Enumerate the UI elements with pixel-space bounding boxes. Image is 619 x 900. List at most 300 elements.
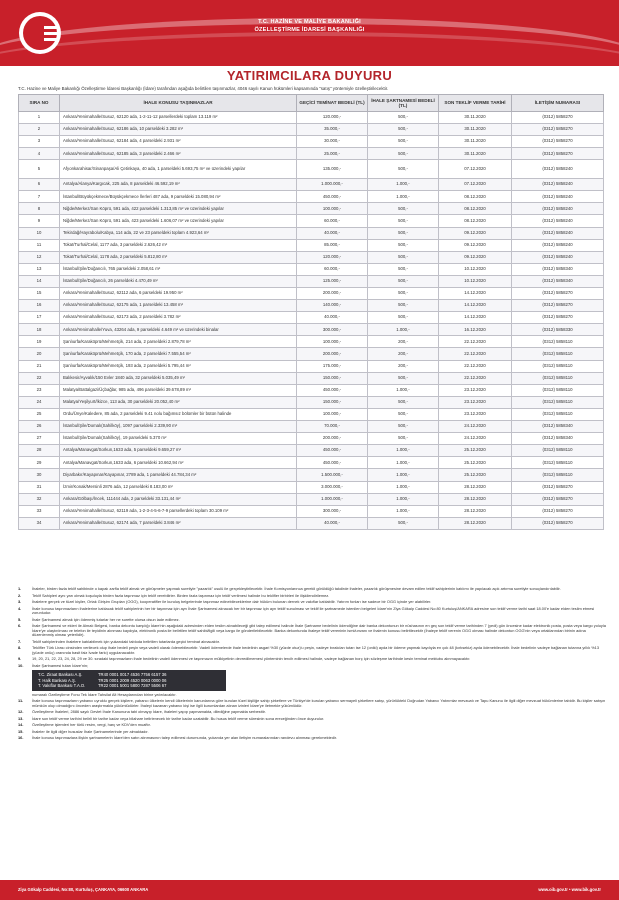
cell-deadline: 24.12.2020 bbox=[439, 421, 512, 433]
note-text: İhale Şartnamesi ve ekleri ile Almalı Belgesi, banka dekontu karşılığı İdare'nin aşağıdaki adresinden elden teslim alınabileceği gibi talep edilmesi halinde İhale Şartname bedelinin ödendiğine dair banka dekontunun bir nüshasının en geç son teklif verme tarihinden 7 (yedi) gün öncesine kadar elektronik posta, posta veya kargo yoluyla İdare'ye ulaştırılması ve telefon ile teyidinin alınması kaydıyla, elektronik posta ile belirtilen teklif sahibi/ilgili veya kargo ile gönderilebilecektir. Banka dekontunda ihaleye teklif vereninin ismi/unvanı ve ihalenin konusu belirtilecektir (İhaleye teklif verenin OGG olması halinde dekontun OGG'nin veya ortaklarından birinin adına düzenlenmiş olması yeterlidir). bbox=[32, 623, 606, 637]
note-item bbox=[18, 664, 606, 669]
bank-iban: TR22 0001 5001 5800 7287 5506 67 bbox=[98, 683, 167, 689]
table-row bbox=[19, 324, 604, 336]
cell-deadline: 28.12.2020 bbox=[439, 481, 512, 493]
cell-sira-no: 25 bbox=[19, 408, 60, 420]
cell-spec-fee: 500,- bbox=[368, 124, 439, 136]
cell-phone: (0312) 5858270 bbox=[512, 148, 604, 160]
cell-spec-fee: 1.000,- bbox=[368, 384, 439, 396]
cell-deadline: 22.12.2020 bbox=[439, 336, 512, 348]
cell-subject: Ankara/Yenimahalle/Susuz, 62185 ada, 3 parseldeki 2.466 m² bbox=[60, 148, 297, 160]
table-row bbox=[19, 396, 604, 408]
cell-spec-fee: 500,- bbox=[368, 421, 439, 433]
cell-phone: (0312) 5858240 bbox=[512, 215, 604, 227]
cell-deadline: 09.12.2020 bbox=[439, 251, 512, 263]
cell-phone: (0312) 5858330 bbox=[512, 324, 604, 336]
cell-deadline: 23.12.2020 bbox=[439, 384, 512, 396]
cell-spec-fee: 500,- bbox=[368, 288, 439, 300]
note-item bbox=[18, 600, 606, 605]
cell-spec-fee: 200,- bbox=[368, 360, 439, 372]
cell-spec-fee: 1.000,- bbox=[368, 445, 439, 457]
cell-sira-no: 10 bbox=[19, 227, 60, 239]
cell-spec-fee: 1.000,- bbox=[368, 457, 439, 469]
cell-subject: Tekirdağ/Hayrabolu/Kabya, 114 ada, 22 ve 23 parseldeki toplam 4.923,64 m² bbox=[60, 227, 297, 239]
cell-sira-no: 19 bbox=[19, 336, 60, 348]
cell-sira-no: 28 bbox=[19, 445, 60, 457]
cell-deadline: 30.11.2020 bbox=[439, 124, 512, 136]
cell-deposit: 3.000.000,- bbox=[297, 481, 368, 493]
note-text: 19, 20, 21, 22, 23, 24, 28, 29 ve 30. sıradaki taşınmazların ihale bedelinin vadeli ödenmesi ve taşınmazın mülkiyetinin devredilmemesi yönteminin tercih edilmesi halinde, vadeye bağlanan borç için sözleşme tarihinde kesin teminat mektubu alınmayacaktır. bbox=[32, 656, 471, 661]
cell-subject: Tokat/Turhal/Celal, 1178 ada, 2 parseldeki 5.812,80 m² bbox=[60, 251, 297, 263]
note-text: Özelleştirme işlemleri her türlü resim, vergi, harç ve KDV'den muaftır. bbox=[32, 722, 151, 728]
note-item bbox=[18, 640, 606, 645]
cell-spec-fee: 500,- bbox=[368, 239, 439, 251]
cell-deadline: 24.12.2020 bbox=[439, 433, 512, 445]
intro-text: T.C. Hazine ve Maliye Bakanlığı Özelleştirme İdaresi Başkanlığı (İdare) tarafından aşağıda belirtilen taşınmazlar, 4046 sayılı Kanun hükümleri kapsamında "satış" yöntemiyle özelleştirilecektir. bbox=[18, 86, 389, 91]
table-row bbox=[19, 136, 604, 148]
org-name-line2: ÖZELLEŞTİRME İDARESİ BAŞKANLIĞI bbox=[254, 27, 365, 33]
footer-address: Ziya Gökalp Caddesi, No:80, Kurtuluş, ÇANKAYA, 06600 ANKARA bbox=[18, 887, 149, 892]
cell-deadline: 10.12.2020 bbox=[439, 275, 512, 287]
cell-phone: (0312) 5858110 bbox=[512, 336, 604, 348]
cell-subject: Ankara/Gölbaşı/İncek, 111444 ada, 2 parseldeki 33.131,44 m² bbox=[60, 493, 297, 505]
cell-subject: İstanbul/Şile/Doğancılı, 26 parseldeki 4.470,49 m² bbox=[60, 275, 297, 287]
note-text: İhale Şartnamesi almak için ödenmiş tutarlar her ne surette olursa olsun iade edilmez. bbox=[32, 616, 180, 622]
table-row bbox=[19, 348, 604, 360]
note-number: 12. bbox=[18, 709, 24, 715]
cell-phone: (0312) 5858270 bbox=[512, 300, 604, 312]
cell-deadline: 08.12.2020 bbox=[439, 215, 512, 227]
table-row bbox=[19, 433, 604, 445]
cell-deposit: 450.000,- bbox=[297, 457, 368, 469]
bank-accounts-box bbox=[32, 670, 226, 691]
table-row bbox=[19, 160, 604, 179]
table-row bbox=[19, 360, 604, 372]
notes-section bbox=[18, 587, 606, 743]
cell-spec-fee: 500,- bbox=[368, 136, 439, 148]
cell-phone: (0312) 5858110 bbox=[512, 372, 604, 384]
table-row bbox=[19, 517, 604, 529]
cell-deadline: 30.11.2020 bbox=[439, 148, 512, 160]
table-row bbox=[19, 445, 604, 457]
note-number: 11. bbox=[18, 698, 24, 704]
note-text: İhalelere gerçek ve tüzel kişiler, Ortak Girişim Grupları (OGG), kooperatifler ile kuruluş belgelerinde taşınmaz edinebileceklerine dair hüküm bulunan dernek ve vakıflar katılabilir. Yatırım fonları ise sadece bir OGG içinde yer alabilirler. bbox=[32, 599, 432, 604]
note-item bbox=[18, 607, 606, 616]
cell-deadline: 28.12.2020 bbox=[439, 493, 512, 505]
cell-subject: Şanlıurfa/Karaköprü/Mehmetçik, 170 ada, 2 parseldeki 7.555,54 m² bbox=[60, 348, 297, 360]
table-row bbox=[19, 227, 604, 239]
cell-deposit: 450.000,- bbox=[297, 384, 368, 396]
cell-deadline: 30.11.2020 bbox=[439, 112, 512, 124]
table-row bbox=[19, 148, 604, 160]
cell-sira-no: 11 bbox=[19, 239, 60, 251]
cell-phone: (0312) 5858270 bbox=[512, 288, 604, 300]
cell-deposit: 300.000,- bbox=[297, 505, 368, 517]
cell-subject: İstanbul/Şile/Domalı(Sahilköy), 1097 parseldeki 2.339,90 m² bbox=[60, 421, 297, 433]
table-row bbox=[19, 263, 604, 275]
note-number: 8. bbox=[18, 645, 22, 650]
cell-phone: (0312) 5858110 bbox=[512, 469, 604, 481]
cell-deposit: 100.000,- bbox=[297, 336, 368, 348]
cell-deadline: 23.12.2020 bbox=[439, 396, 512, 408]
cell-sira-no: 6 bbox=[19, 179, 60, 191]
cell-subject: Ankara/Yenimahalle/Susuz, 62119 ada, 1-2-3-4-5-6-7-9 parsellerdeki toplam 30.109 m² bbox=[60, 505, 297, 517]
note-item bbox=[18, 646, 606, 655]
cell-sira-no: 29 bbox=[19, 457, 60, 469]
bank-name: T. Vakıflar Bankası T.A.O. bbox=[38, 683, 86, 689]
cell-deposit: 150.000,- bbox=[297, 372, 368, 384]
note-item bbox=[18, 693, 606, 698]
cell-deposit: 85.000,- bbox=[297, 239, 368, 251]
table-row bbox=[19, 372, 604, 384]
table-row bbox=[19, 481, 604, 493]
footer-websites[interactable]: www.oib.gov.tr • www.bik.gov.tr bbox=[538, 887, 601, 892]
cell-subject: Ankara/Yenimahalle/Susuz, 62184 ada, 4 parseldeki 2.931 m² bbox=[60, 136, 297, 148]
cell-spec-fee: 500,- bbox=[368, 112, 439, 124]
note-text: numaralı Özelleştirme Fonu Tek İdare Tahsilat Alt Hesaplarından birine yatırılacaktır. bbox=[32, 691, 177, 697]
cell-subject: Antalya/Manavgat/Sorkun,1633 ada, 5 parseldeki 9.659,27 m² bbox=[60, 445, 297, 457]
cell-spec-fee: 500,- bbox=[368, 160, 439, 179]
cell-phone: (0312) 5858110 bbox=[512, 445, 604, 457]
cell-deadline: 07.12.2020 bbox=[439, 179, 512, 191]
cell-phone: (0312) 5858340 bbox=[512, 263, 604, 275]
cell-deadline: 25.12.2020 bbox=[439, 457, 512, 469]
cell-subject: Balıkesir/Ayvalık/150 Evler 1840 ada, 32 parseldeki 5.035,49 m² bbox=[60, 372, 297, 384]
cell-subject: Şanlıurfa/Karaköprü/Mehmetçik, 214 ada, 2 parseldeki 2.879,78 m² bbox=[60, 336, 297, 348]
cell-phone: (0312) 5858240 bbox=[512, 191, 604, 203]
col-header-deposit: GEÇİCİ TEMİNAT BEDELİ (TL) bbox=[297, 95, 368, 112]
cell-sira-no: 16 bbox=[19, 300, 60, 312]
cell-phone: (0312) 5858340 bbox=[512, 433, 604, 445]
cell-phone: (0312) 5858240 bbox=[512, 203, 604, 215]
cell-phone: (0312) 5858270 bbox=[512, 505, 604, 517]
cell-deposit: 200.000,- bbox=[297, 348, 368, 360]
cell-spec-fee: 1.000,- bbox=[368, 179, 439, 191]
cell-deposit: 70.000,- bbox=[297, 421, 368, 433]
col-header-date: SON TEKLİF VERME TARİHİ bbox=[439, 95, 512, 112]
cell-sira-no: 24 bbox=[19, 396, 60, 408]
cell-phone: (0312) 5858110 bbox=[512, 348, 604, 360]
cell-deadline: 14.12.2020 bbox=[439, 312, 512, 324]
cell-subject: Ankara/Yenimahalle/Yuva, 43264 ada, 9 parseldeki 4.649 m² ve üzerindeki binalar bbox=[60, 324, 297, 336]
note-text: Teklifler Türk Lirası cinsinden verilecek olup ihale bedeli peşin veya vadeli olarak ödenebilecektir. Vadeli ödemelerde ihale bedelinin asgari %30 (yüzde otuz)'u peşin, vadeye bırakılan tutarı ise 12 (oniki) ayda bir ödeme yapmak kaydıyla en çok 48 (kırksekiz) ayda ödenebilecektir. İhale bedelinin vadeye bağlanan tutarına yıllık %13 (yüzde onüç) oranında basit faiz İvade farkı) uygulanacaktır. bbox=[32, 645, 600, 655]
note-text: İhaleler, birden fazla teklif sahibinde o kapalı zarfla teklif almak ve görüşmeler yapmak suretiyle "pazarlık" usulü ile gerçekleştirilecektir. İhale Komisyonlarınca gerekli görüldüğü takdirde ihaleler, pazarlık görüşmesine devam edilen teklif sahiplerinin katılımı ile yapılacak açık artırma suretiyle sonuçlandırılabilir. bbox=[32, 586, 561, 591]
cell-subject: İstanbul/Şile/Domalı(Sahilköy), 19 parseldeki 5.370 m² bbox=[60, 433, 297, 445]
cell-sira-no: 8 bbox=[19, 203, 60, 215]
cell-deposit: 140.000,- bbox=[297, 300, 368, 312]
cell-sira-no: 14 bbox=[19, 275, 60, 287]
cell-deadline: 07.12.2020 bbox=[439, 160, 512, 179]
note-number: 4. bbox=[18, 605, 22, 611]
cell-spec-fee: 500,- bbox=[368, 433, 439, 445]
note-number: 15. bbox=[18, 728, 24, 734]
cell-sira-no: 34 bbox=[19, 517, 60, 529]
cell-deadline: 14.12.2020 bbox=[439, 288, 512, 300]
table-header-row bbox=[19, 95, 604, 112]
cell-phone: (0312) 5858240 bbox=[512, 179, 604, 191]
cell-sira-no: 15 bbox=[19, 288, 60, 300]
note-text: Teklif Sahipleri aynı yarı olmak koşuluyla birden fazla taşınmaz için teklif verebilirler. Birden fazla taşınmaz için teklif verilmesi halinde bu teklifler birbirleri ile ilişkilendirilemez. bbox=[32, 592, 330, 598]
cell-subject: Malatya/Yeşilyurt/İkizce, 113 ada, 30 parseldeki 20.052,40 m² bbox=[60, 396, 297, 408]
cell-spec-fee: 1.000,- bbox=[368, 324, 439, 336]
cell-subject: Ankara/Yenimahalle/Susuz, 62173 ada, 2 parseldeki 3.782 m² bbox=[60, 312, 297, 324]
cell-sira-no: 22 bbox=[19, 372, 60, 384]
note-text: İhaleler ile ilgili diğer hususlar İhale Şartnamelerinde yer almaktadır. bbox=[32, 728, 149, 734]
org-name-line1: T.C. HAZİNE VE MALİYE BAKANLIĞI bbox=[258, 19, 361, 25]
bank-name: T. Halk Bankası A.Ş. bbox=[38, 677, 76, 683]
table-row bbox=[19, 251, 604, 263]
cell-spec-fee: 500,- bbox=[368, 408, 439, 420]
note-item bbox=[18, 730, 606, 735]
cell-deposit: 150.000,- bbox=[297, 396, 368, 408]
cell-deposit: 120.000,- bbox=[297, 251, 368, 263]
footer-bar bbox=[0, 880, 619, 900]
note-item bbox=[18, 717, 606, 722]
table-row bbox=[19, 275, 604, 287]
cell-sira-no: 3 bbox=[19, 136, 60, 148]
cell-deadline: 23.12.2020 bbox=[439, 408, 512, 420]
note-item bbox=[18, 710, 606, 715]
cell-deposit: 1.500.000,- bbox=[297, 469, 368, 481]
note-text: İhale konusu taşınmazların ihalelerine katılacak teklif sahiplerinin her bir taşınmaz için ayrı İhale Şartnamesi alınacak her bir taşınmaz için ayrı teklif sunulması ve teklif ile şartnamede istenilen belgeleri İdare'nin Ziya Gökalp Caddesi No:80 Kurtuluş/ANKARA adresine son teklif verme tarihi saat 18.00'e kadar elden teslim etmesi zorunludur. bbox=[32, 605, 595, 615]
table-row bbox=[19, 505, 604, 517]
note-number: 13. bbox=[18, 715, 24, 721]
cell-deposit: 40.000,- bbox=[297, 227, 368, 239]
cell-subject: Ankara/Yenimahalle/Susuz, 62186 ada, 10 parseldeki 3.282 m² bbox=[60, 124, 297, 136]
table-row bbox=[19, 288, 604, 300]
cell-deposit: 200.000,- bbox=[297, 288, 368, 300]
cell-sira-no: 26 bbox=[19, 421, 60, 433]
notes-list bbox=[18, 693, 606, 741]
note-number: 9. bbox=[18, 656, 22, 661]
cell-deposit: 200.000,- bbox=[297, 433, 368, 445]
cell-spec-fee: 500,- bbox=[368, 372, 439, 384]
cell-subject: Antalya/Manavgat/Sorkun,1633 ada, 6 parseldeki 10.662,94 m² bbox=[60, 457, 297, 469]
note-number: 14. bbox=[18, 722, 24, 728]
cell-phone: (0312) 5858270 bbox=[512, 481, 604, 493]
cell-deadline: 22.12.2020 bbox=[439, 372, 512, 384]
table-row bbox=[19, 191, 604, 203]
cell-spec-fee: 1.000,- bbox=[368, 493, 439, 505]
table-row bbox=[19, 203, 604, 215]
cell-deadline: 25.12.2020 bbox=[439, 469, 512, 481]
cell-phone: (0312) 5858110 bbox=[512, 408, 604, 420]
table-row bbox=[19, 112, 604, 124]
cell-sira-no: 17 bbox=[19, 312, 60, 324]
cell-deadline: 28.12.2020 bbox=[439, 505, 512, 517]
note-text: İdare son teklif verme tarihini belirli bir tarihe kadar veya bilahare belirlenecek bir tarihe kadar uzatabilir. Bu husus teklif verme süresinin sona ereceğinden önce duyurulur. bbox=[32, 715, 325, 721]
cell-deadline: 09.12.2020 bbox=[439, 239, 512, 251]
cell-sira-no: 31 bbox=[19, 481, 60, 493]
note-item bbox=[18, 657, 606, 662]
table-row bbox=[19, 179, 604, 191]
notes-list bbox=[18, 587, 606, 668]
col-header-phone: İLETİŞİM NUMARASI bbox=[512, 95, 604, 112]
bank-name: T.C. Ziraat Bankası A.Ş. bbox=[38, 672, 83, 677]
cell-phone: (0312) 5858110 bbox=[512, 457, 604, 469]
cell-sira-no: 30 bbox=[19, 469, 60, 481]
cell-sira-no: 9 bbox=[19, 215, 60, 227]
cell-subject: Şanlıurfa/Karaköprü/Mehmetçik, 193 ada, 2 parseldeki 5.795,44 m² bbox=[60, 360, 297, 372]
table-row bbox=[19, 469, 604, 481]
table-row bbox=[19, 421, 604, 433]
cell-deposit: 450.000,- bbox=[297, 191, 368, 203]
cell-subject: Ordu/Ünye/Kaledere, 85 ada, 2 parseldeki 9.41 nolu bağımsız bölümler bir bütün halinde bbox=[60, 408, 297, 420]
note-number: 1. bbox=[18, 586, 22, 591]
note-number: 6. bbox=[18, 623, 22, 628]
cell-subject: Afyonkarahisar/Sinanpaşa/Ali Çetinkaya, 40 ada, 1 parseldeki 5.693,75 m² ve üzerindeki yapılar bbox=[60, 160, 297, 179]
cell-phone: (0312) 5858110 bbox=[512, 360, 604, 372]
header-banner bbox=[0, 0, 619, 66]
cell-phone: (0312) 5858270 bbox=[512, 517, 604, 529]
note-text: İhale konusu taşınmazların yabancı uyruklu gerçek kişilere, yabancı ülkelerin kendi ülkelerinin kanunlarına göre kurulan tüzel kişiliğe sahip şirketlere ve Türkiye'de kurulan yabancı sermayeli şirketlere satışı, yürürlükteki Doğrudan Yabancı Yatırımlar mevzuatı ve Tapu Kanunu ile ilgili diğer mevzuat hükümlerine tabidir. Bu kişiler satışın mümkün olup olmadığını önceden araştırmakla yükümlüdürler. İhaleyi kazanan yabancı kişi ise ilgili kurumlardan alınan izinleri İdare'ye iletmekle yükümlüdür. bbox=[32, 698, 606, 708]
cell-spec-fee: 1.000,- bbox=[368, 191, 439, 203]
note-text: İhale konusu taşınmazlara ilişkin şartnamelerin İdare'den satın alınmasının talep edilmesi durumunda, yukarıda yer alan iletişim numaralarından randevu alınması gerekmektedir. bbox=[32, 735, 338, 741]
table-row bbox=[19, 215, 604, 227]
table-row bbox=[19, 408, 604, 420]
note-item bbox=[18, 594, 606, 599]
cell-subject: Antalya/Alanya/Kargıcak, 225 ada, 8 parseldeki 46.592,19 m² bbox=[60, 179, 297, 191]
table-row bbox=[19, 493, 604, 505]
note-text: Teklif sahiplerinden ihalelere katılabilmek için yukarıdaki tabloda belirtilen tutarlarda geçici teminat alınacaktır. bbox=[32, 638, 220, 644]
cell-spec-fee: 500,- bbox=[368, 517, 439, 529]
cell-deadline: 16.12.2020 bbox=[439, 324, 512, 336]
cell-subject: Diyarbakır/Kayapınar/Kayapınar, 2789 ada, 1 parseldeki 44.784,34 m² bbox=[60, 469, 297, 481]
cell-sira-no: 20 bbox=[19, 348, 60, 360]
properties-table bbox=[18, 94, 604, 530]
table-row bbox=[19, 312, 604, 324]
cell-deposit: 120.000,- bbox=[297, 112, 368, 124]
cell-spec-fee: 500,- bbox=[368, 300, 439, 312]
cell-spec-fee: 500,- bbox=[368, 275, 439, 287]
cell-spec-fee: 200,- bbox=[368, 336, 439, 348]
cell-deposit: 40.000,- bbox=[297, 517, 368, 529]
cell-subject: İstanbul/Büyükçekmece/Büyükçekmece İlerleri 487 ada, 9 parseldeki 15.080,94 m² bbox=[60, 191, 297, 203]
cell-deposit: 35.000,- bbox=[297, 124, 368, 136]
cell-deposit: 60.000,- bbox=[297, 263, 368, 275]
cell-phone: (0312) 5858240 bbox=[512, 227, 604, 239]
cell-deposit: 300.000,- bbox=[297, 324, 368, 336]
cell-sira-no: 23 bbox=[19, 384, 60, 396]
cell-sira-no: 2 bbox=[19, 124, 60, 136]
cell-deadline: 14.12.2020 bbox=[439, 300, 512, 312]
bank-account bbox=[38, 683, 220, 689]
table-body bbox=[19, 112, 604, 530]
cell-sira-no: 4 bbox=[19, 148, 60, 160]
table-row bbox=[19, 457, 604, 469]
cell-deadline: 09.12.2020 bbox=[439, 227, 512, 239]
col-header-no: SIRA NO bbox=[19, 95, 60, 112]
note-number: 7. bbox=[18, 638, 22, 644]
note-item bbox=[18, 587, 606, 592]
cell-phone: (0312) 5858240 bbox=[512, 160, 604, 179]
table-row bbox=[19, 300, 604, 312]
cell-subject: Niğde/Merkez/San Köprü, 591 ada, 422 parseldeki 1.313,85 m² ve üzerindeki yapılar bbox=[60, 203, 297, 215]
cell-spec-fee: 500,- bbox=[368, 227, 439, 239]
cell-deposit: 450.000,- bbox=[297, 445, 368, 457]
note-number: 16. bbox=[18, 735, 24, 741]
cell-phone: (0312) 5858240 bbox=[512, 251, 604, 263]
cell-deposit: 100.000,- bbox=[297, 408, 368, 420]
bank-iban: TR25 0001 2009 4520 0063 0000 06 bbox=[98, 677, 167, 683]
table-row bbox=[19, 384, 604, 396]
cell-phone: (0312) 5858110 bbox=[512, 396, 604, 408]
cell-sira-no: 18 bbox=[19, 324, 60, 336]
cell-subject: Ankara/Yenimahalle/Susuz, 62175 ada, 1 parseldeki 13.458 m² bbox=[60, 300, 297, 312]
table-row bbox=[19, 336, 604, 348]
cell-sira-no: 32 bbox=[19, 493, 60, 505]
cell-sira-no: 27 bbox=[19, 433, 60, 445]
cell-subject: Ankara/Yenimahalle/Susuz, 62112 ada, 6 parseldeki 19.950 m² bbox=[60, 288, 297, 300]
cell-spec-fee: 500,- bbox=[368, 263, 439, 275]
cell-spec-fee: 1.000,- bbox=[368, 505, 439, 517]
note-item bbox=[18, 736, 606, 741]
cell-deposit: 135.000,- bbox=[297, 160, 368, 179]
cell-subject: İzmir/Konak/Mersinli 2876 ada, 12 parseldeki 8.183,00 m² bbox=[60, 481, 297, 493]
cell-spec-fee: 500,- bbox=[368, 251, 439, 263]
col-header-subject: İHALE KONUSU TAŞINMAZLAR bbox=[60, 95, 297, 112]
cell-spec-fee: 500,- bbox=[368, 215, 439, 227]
page-title: YATIRIMCILARA DUYURU bbox=[226, 68, 393, 83]
cell-deadline: 22.12.2020 bbox=[439, 348, 512, 360]
cell-sira-no: 13 bbox=[19, 263, 60, 275]
cell-phone: (0312) 5858340 bbox=[512, 275, 604, 287]
bank-iban: TR40 0001 0017 4536 7756 6157 36 bbox=[98, 672, 167, 677]
note-text: Özelleştirme İhaleleri, 2886 sayılı Devlet İhale Kanununa tabi olmayıp İdare, ihaleleri yapıp yapmamakta, dilediğine yapmakta serbesttir. bbox=[32, 709, 266, 715]
note-number: 3. bbox=[18, 599, 22, 604]
cell-deadline: 10.12.2020 bbox=[439, 263, 512, 275]
cell-phone: (0312) 5858270 bbox=[512, 124, 604, 136]
note-number bbox=[18, 693, 32, 698]
note-number: 10. bbox=[18, 662, 24, 668]
cell-deposit: 60.000,- bbox=[297, 215, 368, 227]
cell-spec-fee: 200,- bbox=[368, 348, 439, 360]
cell-spec-fee: 1.000,- bbox=[368, 469, 439, 481]
note-number: 5. bbox=[18, 616, 22, 622]
cell-subject: Niğde/Merkez/San Köprü, 591 ada, 423 parseldeki 1.606,07 m² ve üzerindeki yapılar bbox=[60, 215, 297, 227]
note-item bbox=[18, 723, 606, 728]
cell-spec-fee: 500,- bbox=[368, 203, 439, 215]
cell-subject: İstanbul/Şile/Doğancılı, 765 parseldeki 2.058,61 m² bbox=[60, 263, 297, 275]
cell-deadline: 22.12.2020 bbox=[439, 360, 512, 372]
note-text: İhale Şartnamesi tutarı İdare'nin; bbox=[32, 662, 89, 668]
cell-phone: (0312) 5858270 bbox=[512, 112, 604, 124]
cell-sira-no: 21 bbox=[19, 360, 60, 372]
cell-spec-fee: 1.000,- bbox=[368, 481, 439, 493]
note-number: 2. bbox=[18, 592, 22, 598]
table-row bbox=[19, 124, 604, 136]
cell-phone: (0312) 5858110 bbox=[512, 384, 604, 396]
cell-sira-no: 33 bbox=[19, 505, 60, 517]
cell-deposit: 125.000,- bbox=[297, 275, 368, 287]
cell-deadline: 25.12.2020 bbox=[439, 445, 512, 457]
table-row bbox=[19, 239, 604, 251]
cell-deposit: 175.000,- bbox=[297, 360, 368, 372]
cell-deposit: 40.000,- bbox=[297, 312, 368, 324]
cell-deposit: 30.000,- bbox=[297, 136, 368, 148]
cell-phone: (0312) 5858240 bbox=[512, 239, 604, 251]
cell-deposit: 1.000.000,- bbox=[297, 179, 368, 191]
cell-sira-no: 1 bbox=[19, 112, 60, 124]
cell-sira-no: 5 bbox=[19, 160, 60, 179]
cell-deposit: 100.000,- bbox=[297, 203, 368, 215]
cell-subject: Malatya/Battalgazi/Üçbağlar, 985 ada, 496 parseldeki 39.678,89 m² bbox=[60, 384, 297, 396]
cell-sira-no: 7 bbox=[19, 191, 60, 203]
cell-subject: Ankara/Yenimahalle/Susuz, 62120 ada, 1-2-11-12 parsellerdeki toplam 13.119 m² bbox=[60, 112, 297, 124]
cell-subject: Tokat/Turhal/Celal, 1177 ada, 3 parseldeki 2.626,42 m² bbox=[60, 239, 297, 251]
cell-deadline: 08.12.2020 bbox=[439, 191, 512, 203]
cell-subject: Ankara/Yenimahalle/Susuz, 62174 ada, 7 parseldeki 3.846 m² bbox=[60, 517, 297, 529]
